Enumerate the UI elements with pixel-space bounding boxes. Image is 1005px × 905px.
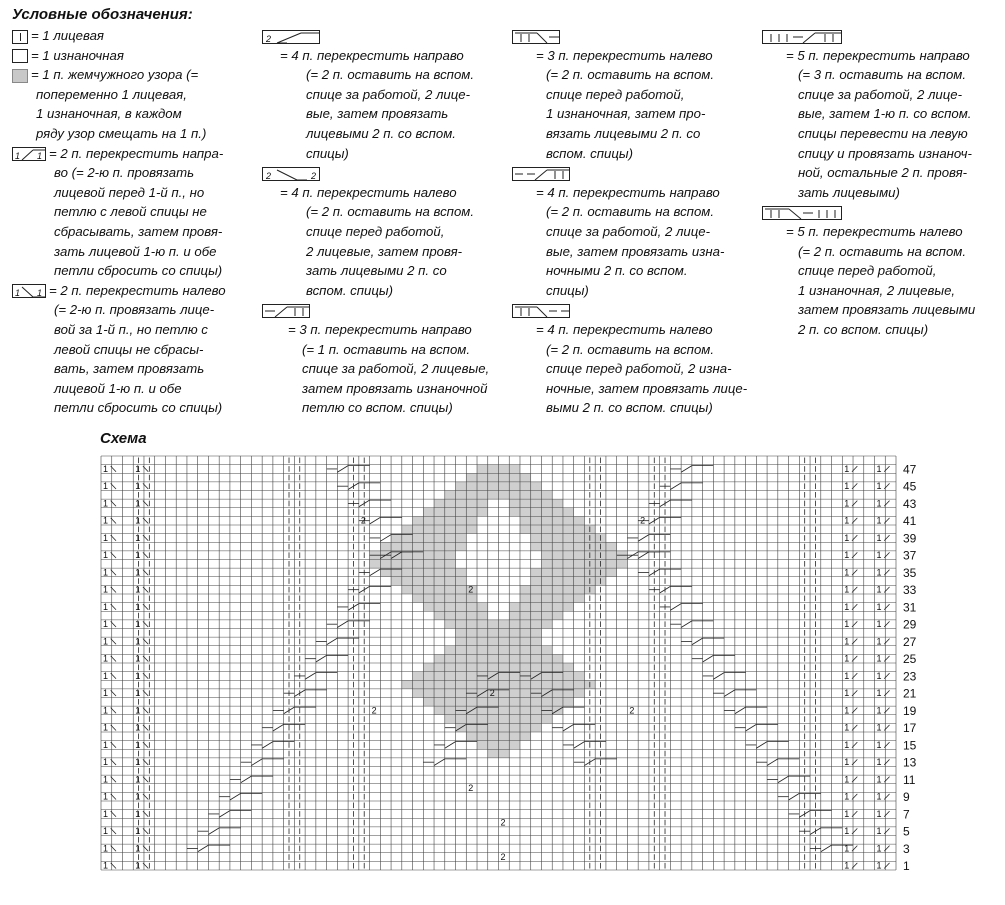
cable-diagonal-mark <box>563 724 574 731</box>
legend-text: спицы перевести на левую <box>798 125 968 141</box>
svg-text:1: 1 <box>15 151 21 162</box>
row-number: 9 <box>903 790 910 804</box>
row-number: 27 <box>903 634 917 649</box>
cross-label: 1 <box>844 757 850 767</box>
cross-4-label: 2 <box>489 688 495 698</box>
cross-label: 1 <box>135 619 141 629</box>
cable-diagonal-mark <box>337 621 348 628</box>
legend-text: лицевой 1-ю п. и обе <box>54 380 182 396</box>
cable-diagonal-mark <box>713 673 724 680</box>
cable-diagonal-mark <box>778 776 789 783</box>
row-number: 7 <box>903 807 910 822</box>
cross-label: 1 <box>103 705 109 716</box>
cross-label: 1 <box>135 843 141 854</box>
cross-label: 1 <box>135 515 141 526</box>
cross-4-label: 2 <box>360 515 366 526</box>
cross-label: 1 <box>135 584 141 595</box>
cable-diagonal-mark <box>767 759 778 766</box>
legend-text: вые, затем провязать изна- <box>546 243 725 259</box>
cross-label: 1 <box>103 843 109 854</box>
legend-text: = 1 п. жемчужного узора (= <box>31 67 199 83</box>
cross-label: 1 <box>844 791 850 802</box>
cable-diagonal-mark <box>670 483 681 490</box>
svg-text:2: 2 <box>266 170 272 181</box>
legend-text: 2 п. со вспом. спицы) <box>798 321 929 337</box>
legend-text: (= 2 п. оставить на вспом. <box>546 67 714 83</box>
legend-text: спице перед работой, <box>306 223 445 239</box>
cross-label: 1 <box>103 653 109 664</box>
cross-label: 1 <box>876 791 882 802</box>
legend-text: спицы) <box>546 282 589 298</box>
cross-label: 1 <box>135 601 141 612</box>
legend-text: лицевыми 2 п. со вспом. <box>306 125 456 141</box>
legend-text: вые, затем 1-ю п. со вспом. <box>798 106 972 122</box>
legend-text: выми 2 п. со вспом. спицы) <box>546 400 713 416</box>
svg-text:2: 2 <box>266 33 272 44</box>
cross-label: 1 <box>135 774 141 785</box>
cable-diagonal-mark <box>208 828 219 835</box>
cross-label: 1 <box>876 739 882 750</box>
cross-label: 1 <box>103 515 109 526</box>
cross-label: 1 <box>103 636 109 647</box>
cross-label: 1 <box>135 826 141 836</box>
cross-label: 1 <box>876 774 882 785</box>
cross-label: 1 <box>135 653 141 664</box>
cable-diagonal-mark <box>638 535 649 542</box>
cross-4-label: 2 <box>640 515 646 526</box>
legend-text: вспом. спицы) <box>546 145 633 161</box>
cross-label: 1 <box>135 808 141 819</box>
svg-text:1: 1 <box>37 151 43 162</box>
row-number: 45 <box>903 479 917 494</box>
cable-diagonal-mark <box>241 776 252 783</box>
cross-label: 1 <box>135 739 141 750</box>
row-number: 47 <box>903 462 917 477</box>
cross-label: 1 <box>844 550 850 560</box>
legend-text: петлю со вспом. спицы) <box>302 400 453 416</box>
cross-label: 1 <box>876 498 882 509</box>
cross-label: 1 <box>103 860 109 871</box>
cable-diagonal-mark <box>821 845 832 852</box>
cable-diagonal-mark <box>316 655 327 662</box>
cross-label: 1 <box>103 463 109 474</box>
row-number: 1 <box>903 859 910 873</box>
cross-label: 1 <box>844 808 850 819</box>
cross-label: 1 <box>103 739 109 750</box>
row-number: 21 <box>903 686 917 701</box>
cable-diagonal-mark <box>574 742 585 749</box>
row-number: 25 <box>903 652 917 666</box>
cross-label: 1 <box>876 584 882 595</box>
cross-label: 1 <box>876 808 882 819</box>
cross-label: 1 <box>844 567 850 578</box>
legend-text: спице за работой, 2 лице- <box>798 86 962 102</box>
cross-label: 1 <box>135 532 141 543</box>
cross-label: 1 <box>844 481 850 491</box>
cable-diagonal-mark <box>681 621 692 628</box>
legend-text: ночные, затем провязать лице- <box>546 380 748 396</box>
legend-text: (= 2 п. оставить на вспом. <box>798 243 966 259</box>
cross-4-label: 2 <box>371 705 377 716</box>
legend-text: (= 2 п. оставить на вспом. <box>306 67 474 83</box>
svg-text:2: 2 <box>311 170 317 181</box>
row-number: 11 <box>903 772 916 787</box>
cross-label: 1 <box>135 636 141 647</box>
cross-label: 1 <box>135 463 141 474</box>
cable-diagonal-mark <box>327 638 338 645</box>
row-number: 15 <box>903 738 917 753</box>
legend-text: 1 изнаночная, 2 лицевые, <box>798 282 956 298</box>
legend-text: = 2 п. перекрестить налево <box>49 282 226 298</box>
cross-label: 1 <box>844 670 850 681</box>
legend-text: = 4 п. перекрестить налево <box>536 321 713 337</box>
cross-label: 1 <box>876 601 882 612</box>
row-number: 43 <box>903 496 917 511</box>
legend-text: спице перед работой, <box>546 86 685 102</box>
cross-label: 1 <box>844 515 850 526</box>
cross-label: 1 <box>844 463 850 474</box>
cross-label: 1 <box>876 843 882 854</box>
cable-diagonal-mark <box>273 724 284 731</box>
cross-label: 1 <box>876 550 882 560</box>
cross-label: 1 <box>844 739 850 750</box>
cross-label: 1 <box>103 584 109 595</box>
legend-text: петли сбросить со спицы) <box>54 400 223 416</box>
legend-text: = 4 п. перекрестить направо <box>536 184 720 200</box>
legend-text: зать лицевыми) <box>798 184 900 200</box>
legend-text: затем провязать изнаночной <box>302 380 488 396</box>
row-number: 39 <box>903 531 917 546</box>
legend-text: вязать лицевыми 2 п. со <box>546 125 701 141</box>
row-number: 5 <box>903 824 910 839</box>
cross-4-label: 2 <box>468 584 474 595</box>
cross-label: 1 <box>103 498 109 509</box>
cross-label: 1 <box>844 653 850 664</box>
cable-diagonal-mark <box>724 690 735 697</box>
row-number: 23 <box>903 669 917 684</box>
cross-label: 1 <box>876 619 882 629</box>
cross-label: 1 <box>103 791 109 802</box>
legend-text: спице за работой, 2 лицевые, <box>302 361 490 377</box>
cross-label: 1 <box>876 532 882 543</box>
cross-label: 1 <box>876 481 882 491</box>
cross-label: 1 <box>103 619 109 629</box>
cable-diagonal-mark <box>380 535 391 542</box>
cable-diagonal-mark <box>670 604 681 611</box>
legend-text: = 5 п. перекрестить налево <box>786 223 963 239</box>
legend-text: = 1 лицевая <box>31 28 104 43</box>
legend-text: = 1 изнаночная <box>31 47 124 63</box>
cross-label: 1 <box>135 550 141 560</box>
row-number: 35 <box>903 565 917 580</box>
legend-text: вспом. спицы) <box>306 282 393 298</box>
cross-label: 1 <box>103 808 109 819</box>
legend-text: ной, остальные 2 п. провя- <box>798 165 968 181</box>
legend-text: петлю с левой спицы не <box>54 204 207 220</box>
cross-label: 1 <box>103 774 109 785</box>
legend-text: спицу и провязать изнаноч- <box>798 145 972 161</box>
legend-text: сбрасывать, затем провя- <box>54 223 223 239</box>
cross-label: 1 <box>135 705 141 716</box>
legend-text: ночными 2 п. со вспом. <box>546 263 688 279</box>
cross-label: 1 <box>844 688 850 698</box>
cross-label: 1 <box>844 498 850 509</box>
row-number: 33 <box>903 583 917 597</box>
cross-label: 1 <box>135 860 141 871</box>
cross-label: 1 <box>103 688 109 698</box>
cross-label: 1 <box>876 567 882 578</box>
row-number: 29 <box>903 617 917 632</box>
legend-text: (= 2-ю п. провязать лице- <box>54 302 215 318</box>
cross-label: 1 <box>844 843 850 854</box>
cable-diagonal-mark <box>337 466 348 473</box>
cross-label: 1 <box>844 826 850 836</box>
legend-text: зать лицевыми 2 п. со <box>306 263 447 279</box>
cross-label: 1 <box>103 601 109 612</box>
legend-text: (= 3 п. оставить на вспом. <box>798 67 966 83</box>
legend-text: ряду узор смещать на 1 п.) <box>36 125 207 141</box>
legend-text: затем провязать лицевыми <box>798 302 976 318</box>
legend-text: = 4 п. перекрестить налево <box>280 184 457 200</box>
cross-label: 1 <box>844 532 850 543</box>
cross-label: 1 <box>876 705 882 716</box>
row-number: 3 <box>903 841 910 856</box>
cross-label: 1 <box>876 757 882 767</box>
row-number: 31 <box>903 600 917 615</box>
legend-title: Условные обозначения: <box>12 6 193 23</box>
cable-diagonal-mark <box>198 845 209 852</box>
cross-label: 1 <box>103 550 109 560</box>
legend-text: спице перед работой, <box>798 263 937 279</box>
legend-text: попеременно 1 лицевая, <box>36 86 187 102</box>
legend-text: (= 2 п. оставить на вспом. <box>546 341 714 357</box>
cable-diagonal-mark <box>219 811 230 818</box>
legend-text: спице за работой, 2 лице- <box>546 223 710 239</box>
cross-label: 1 <box>844 636 850 647</box>
cross-label: 1 <box>844 774 850 785</box>
cable-diagonal-mark <box>703 655 714 662</box>
cross-label: 1 <box>103 567 109 578</box>
legend-text: = 5 п. перекрестить направо <box>786 47 970 63</box>
cable-diagonal-mark <box>692 638 703 645</box>
svg-text:1: 1 <box>37 288 43 299</box>
legend-text: спицы) <box>306 145 349 161</box>
cross-label: 1 <box>135 722 141 733</box>
cable-diagonal-mark <box>746 724 757 731</box>
row-number: 13 <box>903 755 917 770</box>
cross-label: 1 <box>103 481 109 491</box>
cable-diagonal-mark <box>638 552 649 559</box>
cross-label: 1 <box>135 688 141 698</box>
cross-4-label: 2 <box>500 817 506 828</box>
cross-label: 1 <box>135 791 141 802</box>
cross-label: 1 <box>135 481 141 491</box>
row-number: 19 <box>903 703 917 718</box>
legend-text: 1 изнаночная, в каждом <box>36 106 182 122</box>
cross-label: 1 <box>876 860 882 871</box>
cable-diagonal-mark <box>756 742 767 749</box>
cable-diagonal-mark <box>735 707 746 714</box>
cross-label: 1 <box>103 670 109 681</box>
cross-label: 1 <box>844 722 850 733</box>
cross-label: 1 <box>876 636 882 647</box>
cable-diagonal-mark <box>445 742 456 749</box>
cross-label: 1 <box>103 757 109 767</box>
cable-diagonal-mark <box>262 742 273 749</box>
legend-text: 1 изнаночная, затем про- <box>546 106 706 122</box>
cable-diagonal-mark <box>434 759 445 766</box>
cross-label: 1 <box>844 705 850 716</box>
cable-diagonal-mark <box>370 569 381 576</box>
row-number: 37 <box>903 548 917 563</box>
cable-diagonal-mark <box>789 793 800 800</box>
legend-text: спице перед работой, 2 изна- <box>546 361 732 377</box>
cross-label: 1 <box>876 670 882 681</box>
legend-text: = 3 п. перекрестить направо <box>288 321 472 337</box>
row-number: 17 <box>903 721 917 735</box>
legend-text: = 4 п. перекрестить направо <box>280 47 464 63</box>
cross-4-label: 2 <box>629 705 635 716</box>
cable-diagonal-mark <box>370 517 381 524</box>
legend-text: = 2 п. перекрестить напра- <box>49 145 224 161</box>
cable-diagonal-mark <box>681 466 692 473</box>
legend-text: (= 1 п. оставить на вспом. <box>302 341 470 357</box>
legend-text: 2 лицевые, затем провя- <box>306 243 463 259</box>
legend-text: левой спицы не сбрасы- <box>54 341 204 357</box>
cross-label: 1 <box>876 653 882 664</box>
schema-title: Схема <box>100 430 147 447</box>
cross-4-label: 2 <box>468 782 474 793</box>
legend-text: вые, затем провязать <box>306 106 449 122</box>
cross-label: 1 <box>135 567 141 578</box>
cross-label: 1 <box>103 826 109 836</box>
cross-label: 1 <box>103 722 109 733</box>
cross-label: 1 <box>876 463 882 474</box>
legend-text: = 3 п. перекрестить налево <box>536 47 713 63</box>
legend-text: спице за работой, 2 лице- <box>306 86 470 102</box>
cross-label: 1 <box>135 670 141 681</box>
legend-text: вать, затем провязать <box>54 361 205 377</box>
legend-text: зать лицевой 1-ю п. и обе <box>54 243 217 259</box>
cross-label: 1 <box>135 757 141 767</box>
cross-label: 1 <box>876 722 882 733</box>
legend-text: (= 2 п. оставить на вспом. <box>546 204 714 220</box>
cross-label: 1 <box>844 584 850 595</box>
cross-label: 1 <box>876 688 882 698</box>
cable-diagonal-mark <box>230 793 241 800</box>
cable-diagonal-mark <box>251 759 262 766</box>
legend-text: во (= 2-ю п. провязать <box>54 165 195 181</box>
cross-label: 1 <box>844 860 850 871</box>
cross-label: 1 <box>876 826 882 836</box>
cross-label: 1 <box>135 498 141 509</box>
cable-diagonal-mark <box>305 673 316 680</box>
cross-label: 1 <box>844 601 850 612</box>
svg-text:1: 1 <box>15 288 21 299</box>
legend-text: петли сбросить со спицы) <box>54 263 223 279</box>
legend-text: лицевой перед 1-й п., но <box>54 184 205 200</box>
cross-label: 1 <box>844 619 850 629</box>
legend-text: (= 2 п. оставить на вспом. <box>306 204 474 220</box>
cross-label: 1 <box>103 532 109 543</box>
row-number: 41 <box>903 514 917 528</box>
legend-text: вой за 1-й п., но петлю с <box>54 321 208 337</box>
cross-4-label: 2 <box>500 851 506 862</box>
cross-label: 1 <box>876 515 882 526</box>
